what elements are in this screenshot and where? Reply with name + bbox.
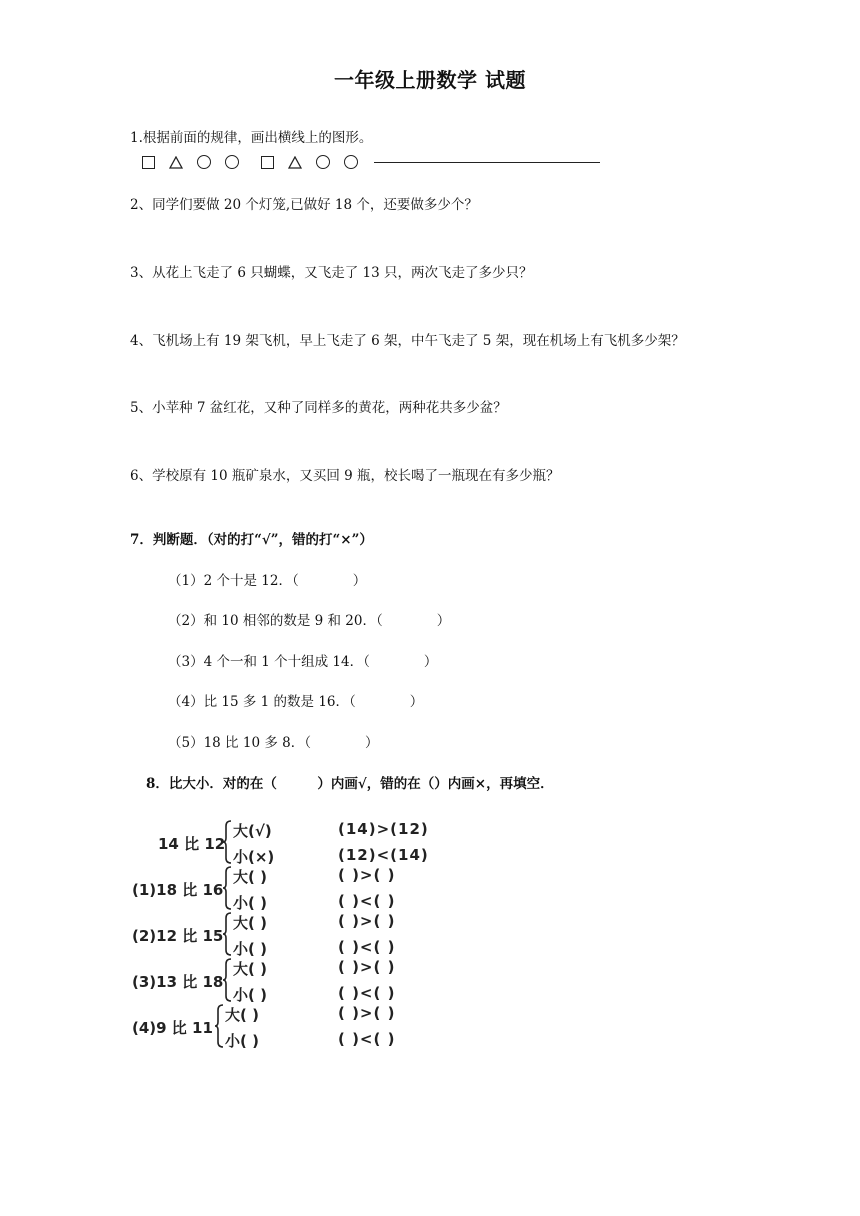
judge-item-5: [168, 731, 378, 751]
compare-label: (3)13 比 18: [132, 973, 224, 991]
brace-icon: [222, 866, 232, 910]
question-5: 5、小苹种 7 盆红花，又种了同样多的黄花，两种花共多少盆？: [130, 400, 507, 416]
brace-icon: [222, 820, 232, 864]
brace-icon: [222, 912, 232, 956]
compare-row-example: [130, 820, 450, 866]
circle-icon: [197, 155, 211, 169]
circle-icon: [344, 155, 358, 169]
big-option[interactable]: 大( ): [233, 960, 267, 978]
judge-item-2: [168, 609, 450, 629]
judge-item-text: （4）比 15 多 1 的数是 16．（: [168, 694, 356, 710]
small-option[interactable]: 小( ): [233, 894, 267, 912]
less-expression[interactable]: ( )<( ): [338, 892, 396, 910]
question-3: 3、从花上飞走了 6 只蝴蝶，又飞走了 13 只，两次飞走了多少只？: [130, 265, 533, 281]
judge-item-4: [168, 690, 423, 710]
judge-item-3: [168, 650, 437, 670]
circle-icon: [316, 155, 330, 169]
greater-expression: (14)>(12): [338, 820, 429, 838]
big-option[interactable]: 大( ): [233, 868, 267, 886]
greater-expression[interactable]: ( )>( ): [338, 958, 396, 976]
less-expression[interactable]: ( )<( ): [338, 938, 396, 956]
less-expression[interactable]: ( )<( ): [338, 984, 396, 1002]
paren-close: ）: [409, 694, 424, 710]
big-option[interactable]: 大( ): [233, 914, 267, 932]
big-option[interactable]: 大( ): [225, 1006, 259, 1024]
compare-row-3: [130, 958, 450, 1004]
greater-expression[interactable]: ( )>( ): [338, 912, 396, 930]
question-1: 1.根据前面的规律，画出横线上的图形。: [130, 130, 373, 146]
answer-line[interactable]: [374, 162, 600, 163]
question-6: 6、学校原有 10 瓶矿泉水，又买回 9 瓶，校长喝了一瓶现在有多少瓶？: [130, 468, 560, 484]
small-option[interactable]: 小( ): [225, 1032, 259, 1050]
compare-label: (4)9 比 11: [132, 1019, 213, 1037]
less-expression[interactable]: ( )<( ): [338, 1030, 396, 1048]
small-option: 小(×): [233, 848, 275, 866]
paren-close: ）: [352, 573, 367, 589]
judge-item-1: [168, 569, 366, 589]
question-8-heading: 8．比大小．对的在（ ）内画√，错的在（）内画×，再填空．: [146, 776, 554, 792]
square-icon: [142, 156, 155, 169]
page-title: 一年级上册数学 试题: [334, 68, 526, 92]
square-icon: [261, 156, 274, 169]
big-option: 大(√): [233, 822, 272, 840]
judge-item-text: （3）4 个一和 1 个十组成 14．（: [168, 654, 370, 670]
triangle-icon: [169, 156, 183, 169]
greater-expression[interactable]: ( )>( ): [338, 866, 396, 884]
question-4: 4、飞机场上有 19 架飞机，早上飞走了 6 架，中午飞走了 5 架，现在机场上有飞机多少架？: [130, 333, 685, 349]
triangle-icon: [288, 156, 302, 169]
paren-close: ）: [423, 654, 438, 670]
compare-row-1: [130, 866, 450, 912]
question-7-heading: 7．判断题．（对的打“√”，错的打“×”）: [130, 532, 373, 548]
paren-close: ）: [436, 613, 451, 629]
judge-item-text: （1）2 个十是 12．（: [168, 573, 299, 589]
shape-pattern: [142, 152, 600, 172]
compare-label: 14 比 12: [158, 835, 226, 853]
brace-icon: [222, 958, 232, 1002]
compare-label: (1)18 比 16: [132, 881, 224, 899]
compare-label: (2)12 比 15: [132, 927, 224, 945]
compare-row-4: [130, 1004, 450, 1050]
brace-icon: [214, 1004, 224, 1048]
less-expression: (12)<(14): [338, 846, 429, 864]
small-option[interactable]: 小( ): [233, 940, 267, 958]
compare-figure: [130, 820, 450, 1060]
small-option[interactable]: 小( ): [233, 986, 267, 1004]
greater-expression[interactable]: ( )>( ): [338, 1004, 396, 1022]
compare-row-2: [130, 912, 450, 958]
question-2: 2、同学们要做 20 个灯笼,已做好 18 个，还要做多少个？: [130, 197, 478, 213]
paren-close: ）: [364, 735, 379, 751]
judge-item-text: （2）和 10 相邻的数是 9 和 20．（: [168, 613, 383, 629]
judge-item-text: （5）18 比 10 多 8．（: [168, 735, 311, 751]
circle-icon: [225, 155, 239, 169]
